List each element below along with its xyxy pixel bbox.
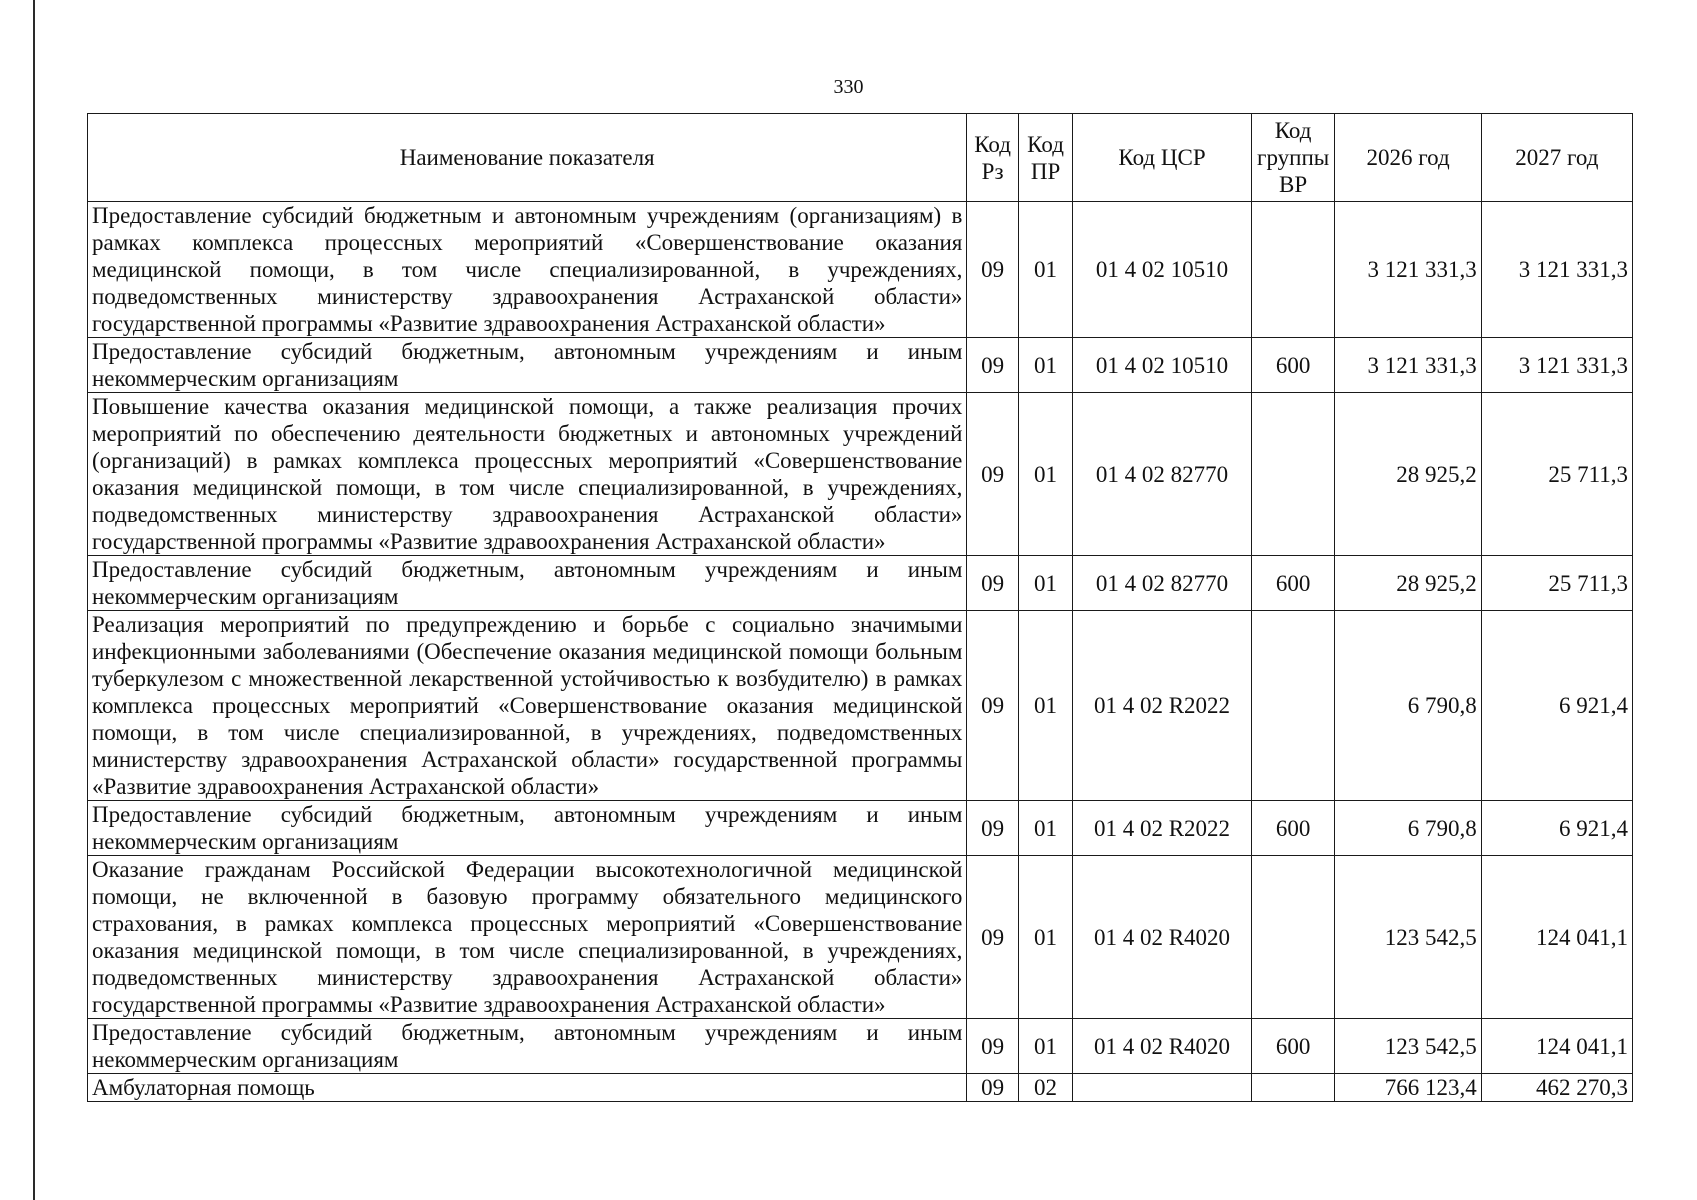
table-row	[88, 611, 1633, 801]
cell-2026: 3 121 331,3	[1335, 202, 1481, 338]
cell-2027: 462 270,3	[1481, 1074, 1632, 1102]
cell-name: Предоставление субсидий бюджетным, автономным учреждениям и иным некоммерческим организациям	[88, 801, 967, 856]
header-vr: Код группы ВР	[1251, 114, 1335, 202]
cell-csr: 01 4 02 10510	[1073, 338, 1252, 393]
page-number: 330	[833, 76, 864, 98]
cell-csr: 01 4 02 10510	[1073, 202, 1252, 338]
scan-edge-line	[33, 0, 35, 1200]
cell-name: Оказание гражданам Российской Федерации высокотехнологичной медицинской помощи, не включенной в базовую программу обязательного медицинского страхования, в рамках комплекса процессных мероприятий «Совершенствование оказания медицинской помощи, в том числе специализированной, в учреждениях, подведомственных министерству здравоохранения Астраханской области» государственной программы «Развитие здравоохранения Астраханской области»	[88, 856, 967, 1019]
table-row	[88, 202, 1633, 338]
cell-rz: 09	[967, 1019, 1018, 1074]
cell-csr: 01 4 02 R4020	[1073, 856, 1252, 1019]
cell-rz: 09	[967, 556, 1018, 611]
header-name: Наименование показателя	[88, 114, 967, 202]
cell-rz: 09	[967, 393, 1018, 556]
cell-rz: 09	[967, 338, 1018, 393]
header-rz: Код Рз	[967, 114, 1018, 202]
cell-pr: 01	[1018, 611, 1072, 801]
header-csr: Код ЦСР	[1073, 114, 1252, 202]
cell-2026: 6 790,8	[1335, 801, 1481, 856]
cell-2027: 25 711,3	[1481, 556, 1632, 611]
table-row	[88, 393, 1633, 556]
cell-2027: 25 711,3	[1481, 393, 1632, 556]
cell-name: Повышение качества оказания медицинской помощи, а также реализация прочих мероприятий по обеспечению деятельности бюджетных и автономных учреждений (организаций) в рамках комплекса процессных мероприятий «Совершенствование оказания медицинской помощи, в том числе специализированной, в учреждениях, подведомственных министерству здравоохранения Астраханской области» государственной программы «Развитие здравоохранения Астраханской области»	[88, 393, 967, 556]
cell-name: Предоставление субсидий бюджетным, автономным учреждениям и иным некоммерческим организациям	[88, 1019, 967, 1074]
cell-pr: 01	[1018, 393, 1072, 556]
cell-2026: 6 790,8	[1335, 611, 1481, 801]
cell-rz: 09	[967, 202, 1018, 338]
cell-csr	[1073, 1074, 1252, 1102]
cell-2027: 3 121 331,3	[1481, 338, 1632, 393]
cell-pr: 01	[1018, 338, 1072, 393]
cell-name: Реализация мероприятий по предупреждению и борьбе с социально значимыми инфекционными заболеваниями (Обеспечение оказания медицинской помощи больным туберкулезом с множественной лекарственной устойчивостью к возбудителю) в рамках комплекса процессных мероприятий «Совершенствование оказания медицинской помощи, в том числе специализированной, в учреждениях, подведомственных министерству здравоохранения Астраханской области» государственной программы «Развитие здравоохранения Астраханской области»	[88, 611, 967, 801]
cell-csr: 01 4 02 R2022	[1073, 801, 1252, 856]
cell-vr	[1251, 611, 1335, 801]
cell-2026: 766 123,4	[1335, 1074, 1481, 1102]
budget-table	[87, 113, 1633, 1102]
cell-2026: 28 925,2	[1335, 556, 1481, 611]
table-header	[88, 114, 1633, 202]
cell-pr: 01	[1018, 202, 1072, 338]
cell-pr: 01	[1018, 856, 1072, 1019]
cell-2027: 3 121 331,3	[1481, 202, 1632, 338]
header-2027: 2027 год	[1481, 114, 1632, 202]
cell-name: Предоставление субсидий бюджетным, автономным учреждениям и иным некоммерческим организациям	[88, 338, 967, 393]
cell-vr	[1251, 393, 1335, 556]
cell-2026: 123 542,5	[1335, 856, 1481, 1019]
cell-2026: 28 925,2	[1335, 393, 1481, 556]
cell-2027: 124 041,1	[1481, 1019, 1632, 1074]
table-row	[88, 556, 1633, 611]
table-row	[88, 1074, 1633, 1102]
cell-pr: 02	[1018, 1074, 1072, 1102]
table-body	[88, 202, 1633, 1102]
cell-csr: 01 4 02 82770	[1073, 393, 1252, 556]
cell-rz: 09	[967, 801, 1018, 856]
table-row	[88, 1019, 1633, 1074]
cell-csr: 01 4 02 R2022	[1073, 611, 1252, 801]
cell-vr: 600	[1251, 801, 1335, 856]
cell-vr: 600	[1251, 338, 1335, 393]
cell-pr: 01	[1018, 1019, 1072, 1074]
cell-vr	[1251, 202, 1335, 338]
table-row	[88, 338, 1633, 393]
table-row	[88, 856, 1633, 1019]
cell-name: Предоставление субсидий бюджетным, автономным учреждениям и иным некоммерческим организациям	[88, 556, 967, 611]
cell-name: Амбулаторная помощь	[88, 1074, 967, 1102]
cell-name: Предоставление субсидий бюджетным и автономным учреждениям (организациям) в рамках комплекса процессных мероприятий «Совершенствование оказания медицинской помощи, в том числе специализированной, в учреждениях, подведомственных министерству здравоохранения Астраханской области» государственной программы «Развитие здравоохранения Астраханской области»	[88, 202, 967, 338]
header-row	[88, 114, 1633, 202]
cell-2027: 124 041,1	[1481, 856, 1632, 1019]
cell-rz: 09	[967, 611, 1018, 801]
cell-rz: 09	[967, 1074, 1018, 1102]
cell-csr: 01 4 02 R4020	[1073, 1019, 1252, 1074]
cell-vr	[1251, 856, 1335, 1019]
cell-vr	[1251, 1074, 1335, 1102]
header-2026: 2026 год	[1335, 114, 1481, 202]
table-row	[88, 801, 1633, 856]
cell-pr: 01	[1018, 801, 1072, 856]
cell-vr: 600	[1251, 556, 1335, 611]
cell-2027: 6 921,4	[1481, 801, 1632, 856]
header-pr: Код ПР	[1018, 114, 1072, 202]
cell-vr: 600	[1251, 1019, 1335, 1074]
cell-2026: 123 542,5	[1335, 1019, 1481, 1074]
cell-rz: 09	[967, 856, 1018, 1019]
cell-csr: 01 4 02 82770	[1073, 556, 1252, 611]
cell-pr: 01	[1018, 556, 1072, 611]
cell-2026: 3 121 331,3	[1335, 338, 1481, 393]
cell-2027: 6 921,4	[1481, 611, 1632, 801]
